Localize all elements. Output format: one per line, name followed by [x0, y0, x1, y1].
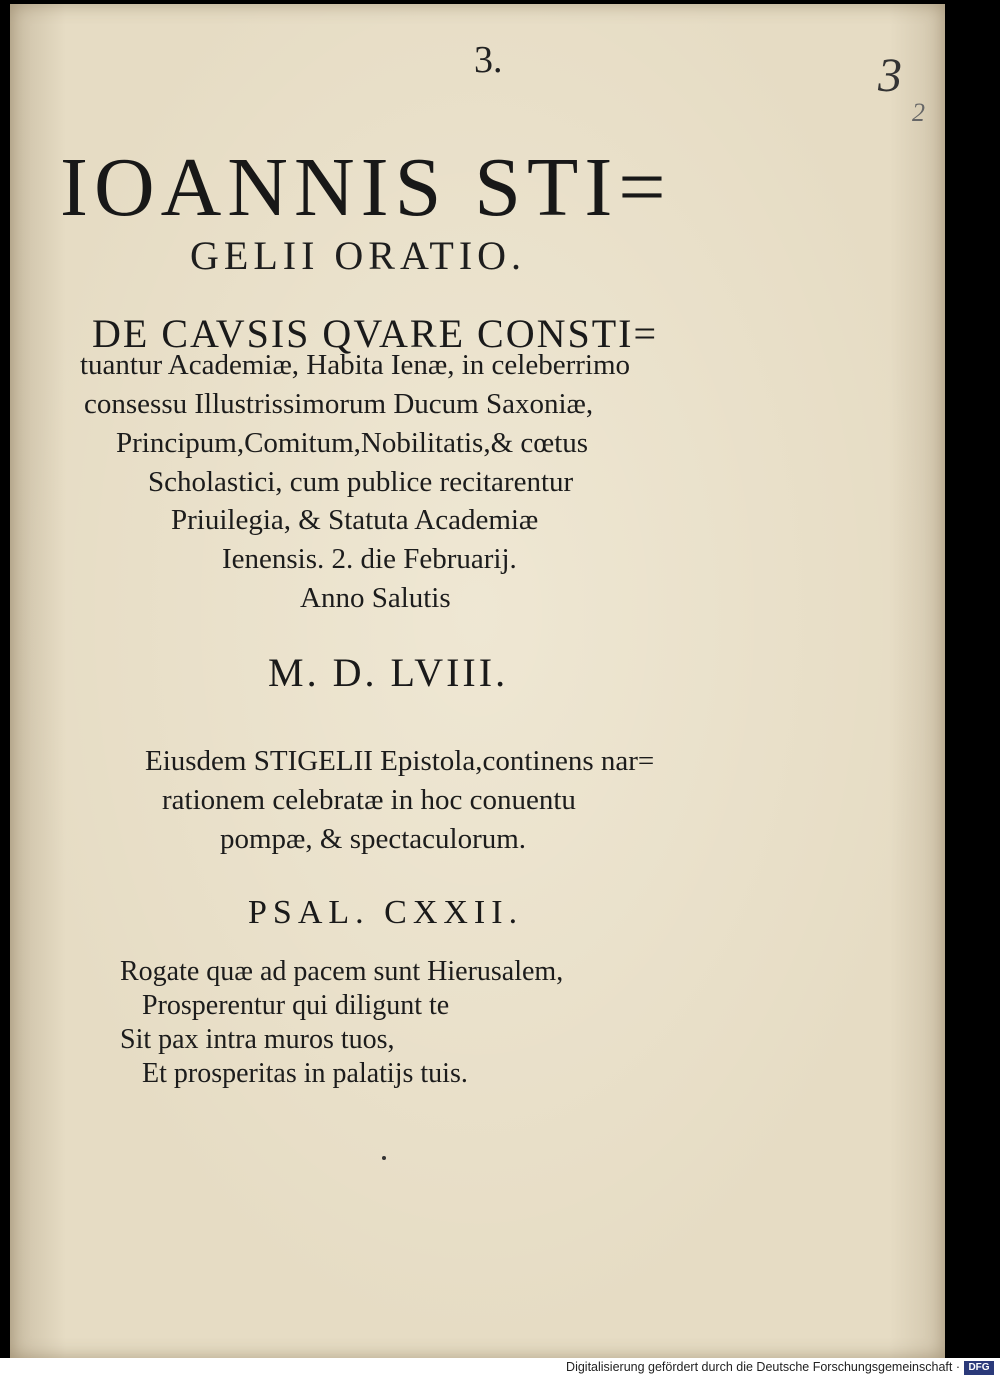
- subject-line-5: Scholastici, cum publice recitarentur: [148, 466, 574, 498]
- verse-line-2: Prosperentur qui diligunt te: [142, 990, 450, 1021]
- verse-line-3: Sit pax intra muros tuos,: [120, 1024, 395, 1055]
- dfg-logo-icon: DFG: [964, 1361, 994, 1375]
- subject-line-7: Ienensis. 2. die Februarij.: [222, 543, 517, 575]
- subject-line-1: DE CAVSIS QVARE CONSTI=: [92, 311, 659, 356]
- epistola-line-2: rationem celebratæ in hoc conuentu: [162, 784, 576, 816]
- subject-line-6: Priuilegia, & Statuta Academiæ: [171, 504, 539, 536]
- subject-line-4: Principum,Comitum,Nobilitatis,& cœtus: [116, 427, 589, 459]
- footer-credit: Digitalisierung gefördert durch die Deutsche Forschungsgemeinschaft ·: [566, 1360, 960, 1374]
- title-line-2: GELII ORATIO.: [190, 233, 527, 278]
- epistola-line-3: pompæ, & spectaculorum.: [220, 823, 527, 855]
- book-page: [10, 4, 945, 1358]
- subject-line-8: Anno Salutis: [300, 582, 451, 614]
- digitization-footer: [0, 1358, 1000, 1379]
- handwritten-page-subnumber: 2: [912, 98, 925, 127]
- subject-line-2: tuantur Academiæ, Habita Ienæ, in celeberrimo: [80, 349, 631, 381]
- printed-page-number: 3.: [474, 39, 503, 81]
- verse-line-4: Et prosperitas in palatijs tuis.: [142, 1058, 468, 1089]
- publication-year: M. D. LVIII.: [268, 650, 509, 695]
- title-line-1: IOANNIS STI=: [60, 141, 672, 234]
- subject-line-3: consessu Illustrissimorum Ducum Saxoniæ,: [84, 388, 594, 420]
- psalm-reference: PSAL. CXXII.: [248, 894, 524, 931]
- handwritten-page-number: 3: [878, 49, 902, 102]
- verse-line-1: Rogate quæ ad pacem sunt Hierusalem,: [120, 956, 564, 987]
- epistola-line-1: Eiusdem STIGELII Epistola,continens nar=: [145, 745, 655, 777]
- printer-ornament-dot: [382, 1156, 386, 1160]
